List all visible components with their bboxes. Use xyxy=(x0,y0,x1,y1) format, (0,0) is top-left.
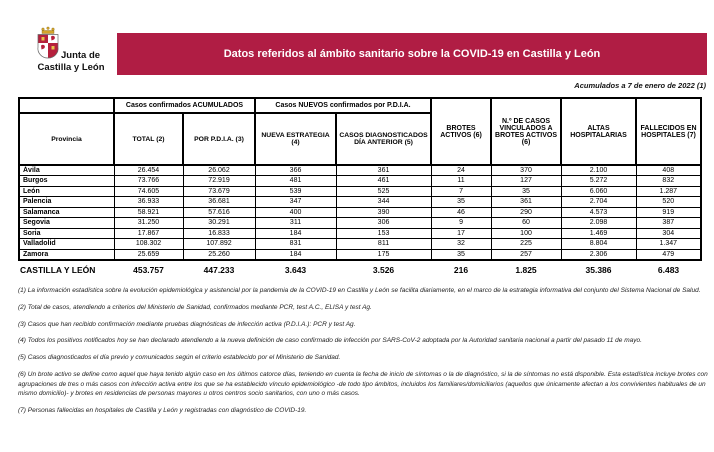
cell-altas: 6.060 xyxy=(561,186,636,197)
cell-brotes: 24 xyxy=(431,165,491,176)
cell-brotes: 46 xyxy=(431,207,491,218)
province-name: Ávila xyxy=(19,165,114,176)
table-row-leon xyxy=(19,186,701,197)
cell-por-pdia: 25.260 xyxy=(183,249,255,260)
cell-fallecidos: 919 xyxy=(636,207,701,218)
table-row-salamanca xyxy=(19,207,701,218)
cell-fallecidos: 832 xyxy=(636,176,701,187)
cell-fallecidos: 1.287 xyxy=(636,186,701,197)
cell-total: 58.921 xyxy=(114,207,183,218)
cell-altas: 2.306 xyxy=(561,249,636,260)
group-header-new-cases: Casos NUEVOS confirmados por P.D.I.A. xyxy=(255,98,431,113)
cell-vinculados: 100 xyxy=(491,228,561,239)
table-row-burgos xyxy=(19,176,701,187)
cell-total: 36.933 xyxy=(114,197,183,208)
total-total: 453.757 xyxy=(133,264,164,275)
cell-altas: 2.704 xyxy=(561,197,636,208)
province-name: Soria xyxy=(19,228,114,239)
province-name: Palencia xyxy=(19,197,114,208)
cell-brotes: 7 xyxy=(431,186,491,197)
province-name: Zamora xyxy=(19,249,114,260)
cell-altas: 1.469 xyxy=(561,228,636,239)
cell-vinculados: 35 xyxy=(491,186,561,197)
cell-diagnosticados: 361 xyxy=(336,165,431,176)
cell-diagnosticados: 153 xyxy=(336,228,431,239)
cell-vinculados: 60 xyxy=(491,218,561,229)
cell-por-pdia: 16.833 xyxy=(183,228,255,239)
cell-altas: 2.098 xyxy=(561,218,636,229)
coat-of-arms-icon xyxy=(35,26,61,60)
cell-por-pdia: 26.062 xyxy=(183,165,255,176)
cell-diagnosticados: 344 xyxy=(336,197,431,208)
total-diagnosticados: 3.526 xyxy=(372,264,395,275)
cell-diagnosticados: 461 xyxy=(336,176,431,187)
footnote-4: (4) Todos los positivos notificados hoy se han declarado atendiendo a la nueva definición de caso confirmado de infección por SARS-CoV-2 adoptada por la Autoridad sanitaria nacional a partir del pasado 11 de mayo. xyxy=(18,337,642,345)
total-por-pdia: 447.233 xyxy=(203,264,235,275)
footnote-6: (6) Un brote activo se define como aquel que haya tenido algún caso en los últimos catorce días, teniendo en cuenta la fecha de inicio de síntomas o la de diagnóstico, si la de síntomas no está disponible. Esta estadística incluye brotes con agrupaciones de tres o más casos con infección activa entre los que se ha establecido vínculo epidemiológico -de todo tipo ámbitos, incluidos los familiares/domiciliarios (aquellos que únicamente afectan a los convivientes habituales de un mismo domicilio)- y brotes en residencias de personas mayores u otros centros socio sanitarios, con uno o más casos. xyxy=(18,370,708,398)
col-header-por-pdia: POR P.D.I.A. (3) xyxy=(183,113,255,165)
logo-text-line1: Junta de xyxy=(61,50,101,61)
cell-brotes: 35 xyxy=(431,197,491,208)
cell-diagnosticados: 390 xyxy=(336,207,431,218)
table-row-valladolid xyxy=(19,239,701,250)
covid-data-table xyxy=(18,97,702,276)
col-header-fallecidos: FALLECIDOS EN HOSPITALES (7) xyxy=(636,98,701,165)
cell-diagnosticados: 525 xyxy=(336,186,431,197)
col-header-diagnosticados-dia-anterior: CASOS DIAGNOSTICADOS DÍA ANTERIOR (5) xyxy=(336,113,431,165)
cell-altas: 8.804 xyxy=(561,239,636,250)
junta-castilla-y-leon-logo xyxy=(18,26,124,80)
col-header-nueva-estrategia: NUEVA ESTRATEGIA (4) xyxy=(255,113,336,165)
cell-diagnosticados: 811 xyxy=(336,239,431,250)
cell-brotes: 11 xyxy=(431,176,491,187)
cell-por-pdia: 36.681 xyxy=(183,197,255,208)
total-row xyxy=(19,260,701,276)
footnote-3: (3) Casos que han recibido confirmación mediante pruebas diagnósticas de infección activa (P.D.I.A.): PCR y test Ag. xyxy=(18,320,356,328)
cell-nueva-estrategia: 481 xyxy=(255,176,336,187)
total-fallecidos: 6.483 xyxy=(657,264,680,275)
footnote-7: (7) Personas fallecidas en hospitales de Castilla y León y registradas con diagnóstico de COVID-19. xyxy=(18,407,307,414)
cell-vinculados: 127 xyxy=(491,176,561,187)
table-row-segovia xyxy=(19,218,701,229)
cell-por-pdia: 57.616 xyxy=(183,207,255,218)
table-row-avila xyxy=(19,165,701,176)
total-altas: 35.386 xyxy=(585,264,612,275)
page-title: Datos referidos al ámbito sanitario sobre la COVID-19 en Castilla y León xyxy=(223,48,601,60)
total-nueva-estrategia: 3.643 xyxy=(284,264,307,275)
cell-altas: 2.100 xyxy=(561,165,636,176)
cell-nueva-estrategia: 311 xyxy=(255,218,336,229)
cell-total: 74.605 xyxy=(114,186,183,197)
table-row-zamora xyxy=(19,249,701,260)
cell-total: 31.250 xyxy=(114,218,183,229)
group-header-row xyxy=(19,98,701,113)
cell-brotes: 32 xyxy=(431,239,491,250)
logo-text-line2: Castilla y León xyxy=(37,62,105,73)
cell-por-pdia: 30.291 xyxy=(183,218,255,229)
cell-fallecidos: 304 xyxy=(636,228,701,239)
group-header-accumulated: Casos confirmados ACUMULADOS xyxy=(114,98,255,113)
cell-vinculados: 257 xyxy=(491,249,561,260)
footnote-1: (1) La información estadística sobre la evolución epidemiológica y asistencial por la pandemia de la COVID-19 en Castilla y León se facilita diariamente, en el marco de la estrategia informativa del conjunto del Sistema Nacional de Salud. xyxy=(18,287,701,294)
cell-nueva-estrategia: 184 xyxy=(255,249,336,260)
col-header-brotes-activos: BROTES ACTIVOS (6) xyxy=(431,98,491,165)
province-name: Segovia xyxy=(19,218,114,229)
cell-vinculados: 361 xyxy=(491,197,561,208)
table-row-palencia xyxy=(19,197,701,208)
cell-brotes: 35 xyxy=(431,249,491,260)
cell-altas: 4.573 xyxy=(561,207,636,218)
cell-por-pdia: 73.679 xyxy=(183,186,255,197)
cell-nueva-estrategia: 366 xyxy=(255,165,336,176)
cell-total: 73.766 xyxy=(114,176,183,187)
cell-nueva-estrategia: 831 xyxy=(255,239,336,250)
cell-brotes: 9 xyxy=(431,218,491,229)
cell-fallecidos: 479 xyxy=(636,249,701,260)
cell-fallecidos: 387 xyxy=(636,218,701,229)
col-header-provincia: Provincia xyxy=(19,113,114,165)
col-header-total: TOTAL (2) xyxy=(114,113,183,165)
footnote-5: (5) Casos diagnosticados el día previo y comunicados según el criterio establecido por el Ministerio de Sanidad. xyxy=(18,354,341,361)
total-vinculados: 1.825 xyxy=(515,264,537,275)
province-name: León xyxy=(19,186,114,197)
cell-total: 17.867 xyxy=(114,228,183,239)
cell-por-pdia: 72.919 xyxy=(183,176,255,187)
province-name: Salamanca xyxy=(19,207,114,218)
cell-brotes: 17 xyxy=(431,228,491,239)
total-brotes: 216 xyxy=(453,264,469,275)
cell-nueva-estrategia: 400 xyxy=(255,207,336,218)
cell-total: 25.659 xyxy=(114,249,183,260)
cell-fallecidos: 408 xyxy=(636,165,701,176)
cell-vinculados: 225 xyxy=(491,239,561,250)
province-name: Valladolid xyxy=(19,239,114,250)
cell-vinculados: 370 xyxy=(491,165,561,176)
footnotes xyxy=(18,286,710,423)
province-name: Burgos xyxy=(19,176,114,187)
total-row-label: CASTILLA Y LEÓN xyxy=(20,264,96,275)
table-row-soria xyxy=(19,228,701,239)
cell-nueva-estrategia: 347 xyxy=(255,197,336,208)
cell-total: 26.454 xyxy=(114,165,183,176)
col-header-casos-vinculados: N.º DE CASOS VINCULADOS A BROTES ACTIVOS (6) xyxy=(491,98,561,165)
cell-altas: 5.272 xyxy=(561,176,636,187)
cell-por-pdia: 107.892 xyxy=(183,239,255,250)
cell-diagnosticados: 306 xyxy=(336,218,431,229)
title-banner xyxy=(117,33,707,75)
cell-total: 108.302 xyxy=(114,239,183,250)
col-header-altas-hospitalarias: ALTAS HOSPITALARIAS xyxy=(561,98,636,165)
accumulated-date-note: Acumulados a 7 de enero de 2022 (1) xyxy=(574,81,706,90)
empty-corner-cell xyxy=(19,98,114,113)
cell-fallecidos: 520 xyxy=(636,197,701,208)
cell-vinculados: 290 xyxy=(491,207,561,218)
cell-nueva-estrategia: 184 xyxy=(255,228,336,239)
cell-fallecidos: 1.347 xyxy=(636,239,701,250)
footnote-2: (2) Total de casos, atendiendo a criterios del Ministerio de Sanidad, confirmados mediante PCR, test A.C., ELISA y test Ag. xyxy=(18,303,372,311)
cell-nueva-estrategia: 539 xyxy=(255,186,336,197)
cell-diagnosticados: 175 xyxy=(336,249,431,260)
